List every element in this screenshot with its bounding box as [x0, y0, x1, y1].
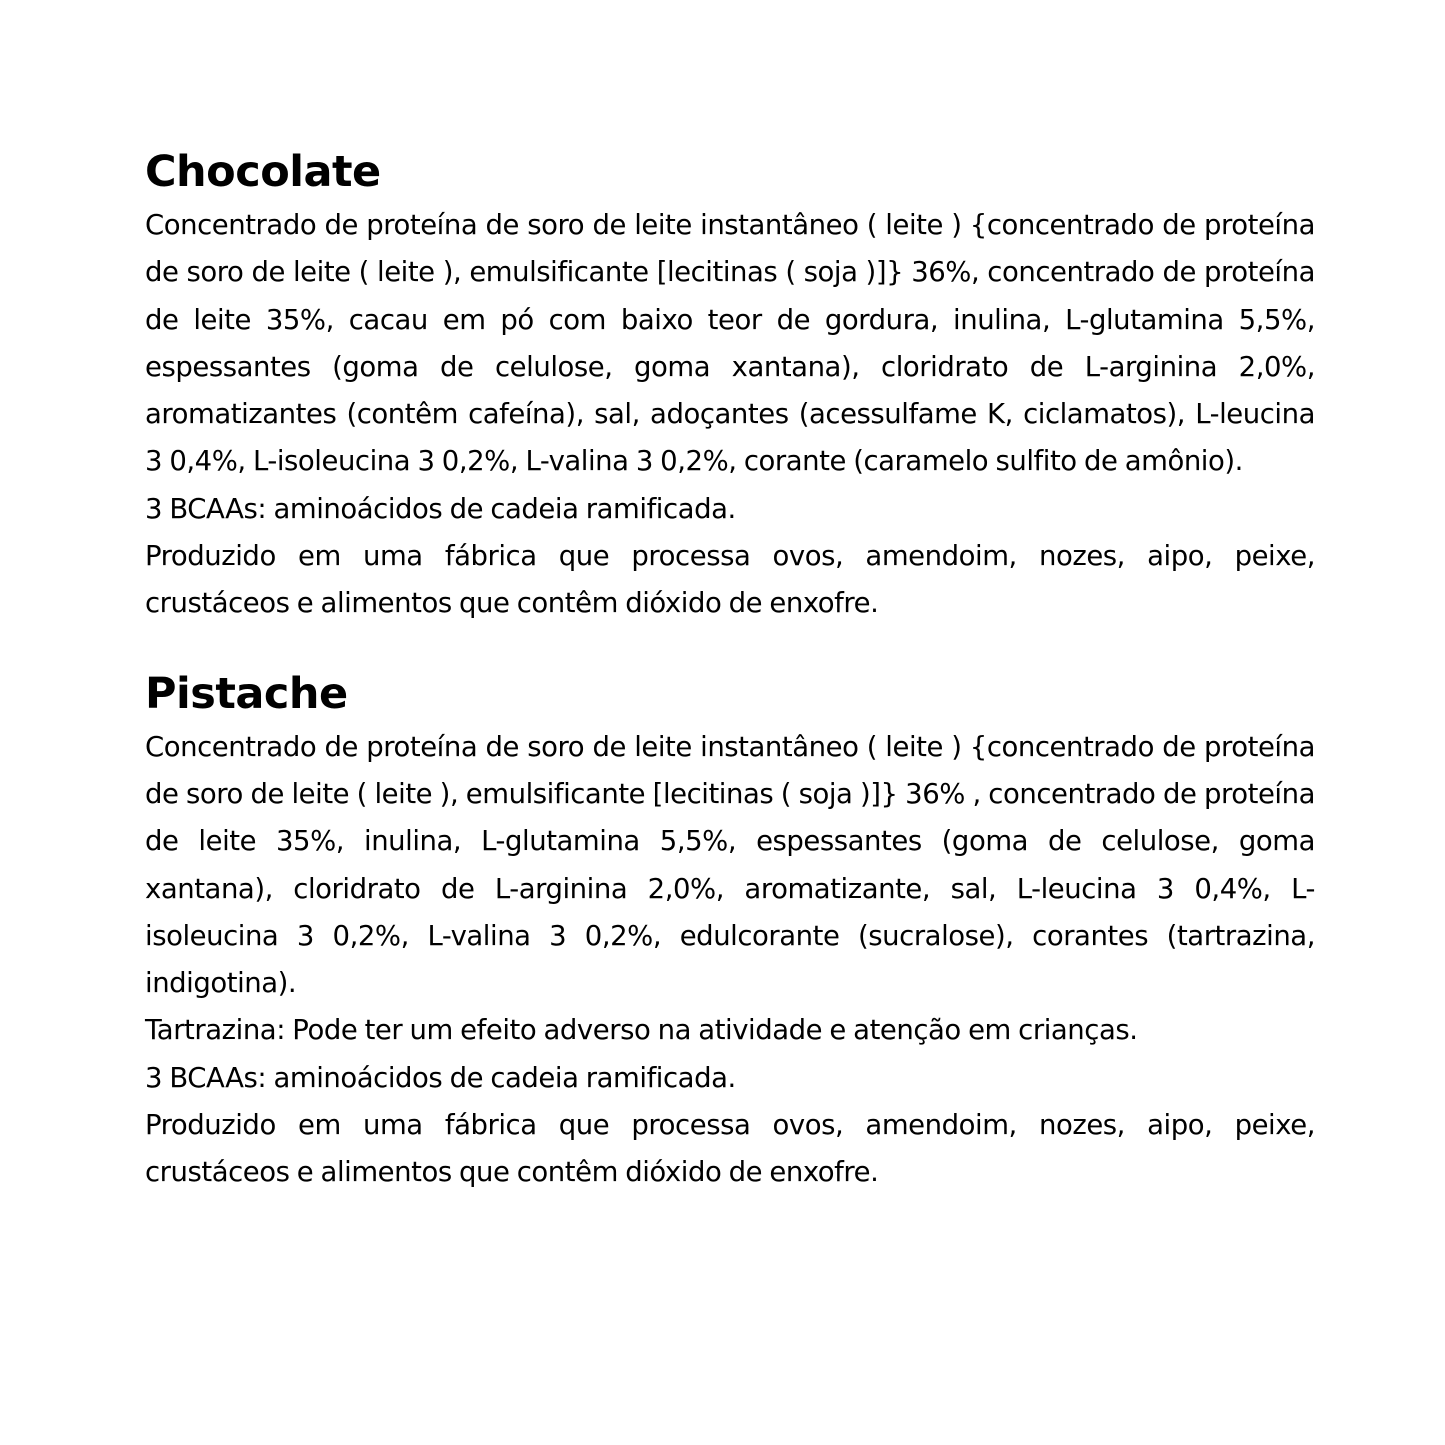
bcaa-note-pistache: 3 BCAAs: aminoácidos de cadeia ramificada.	[145, 1061, 736, 1094]
factory-note-pistache: Produzido em uma fábrica que processa ovos, amendoim, nozes, aipo, peixe, crustáceos e alimentos que contêm dióxido de enxofre.	[145, 1109, 1315, 1189]
section-title-chocolate: Chocolate	[145, 147, 381, 197]
section-title-pistache: Pistache	[145, 668, 348, 719]
factory-note-chocolate: Produzido em uma fábrica que processa ovos, amendoim, nozes, aipo, peixe, crustáceos e alimentos que contêm dióxido de enxofre.	[145, 540, 1315, 620]
ingredients-document	[145, 142, 1315, 1197]
section-chocolate	[145, 142, 1315, 628]
ingredients-text-pistache: Concentrado de proteína de soro de leite instantâneo ( leite ) {concentrado de proteína de soro de leite ( leite ), emulsificante [lecitinas ( soja )]} 36% , concentrado de proteína de leite 35%, inulina, L-glutamina 5,5%, espessantes (goma de celulose, goma xantana), cloridrato de L-arginina 2,0%, aromatizante, sal, L-leucina 3 0,4%, L-isoleucina 3 0,2%, L-valina 3 0,2%, edulcorante (sucralose), corantes (tartrazina, indigotina).	[145, 730, 1315, 1000]
section-pistache	[145, 664, 1315, 1197]
bcaa-note-chocolate: 3 BCAAs: aminoácidos de cadeia ramificada.	[145, 492, 736, 525]
tartrazine-note-pistache: Tartrazina: Pode ter um efeito adverso na atividade e atenção em crianças.	[145, 1014, 1138, 1047]
ingredients-text-chocolate: Concentrado de proteína de soro de leite instantâneo ( leite ) {concentrado de proteína de soro de leite ( leite ), emulsificante [lecitinas ( soja )]} 36%, concentrado de proteína de leite 35%, cacau em pó com baixo teor de gordura, inulina, L-glutamina 5,5%, espessantes (goma de celulose, goma xantana), cloridrato de L-arginina 2,0%, aromatizantes (contêm cafeína), sal, adoçantes (acessulfame K, ciclamatos), L-leucina 3 0,4%, L-isoleucina 3 0,2%, L-valina 3 0,2%, corante (caramelo sulfito de amônio).	[145, 209, 1315, 478]
